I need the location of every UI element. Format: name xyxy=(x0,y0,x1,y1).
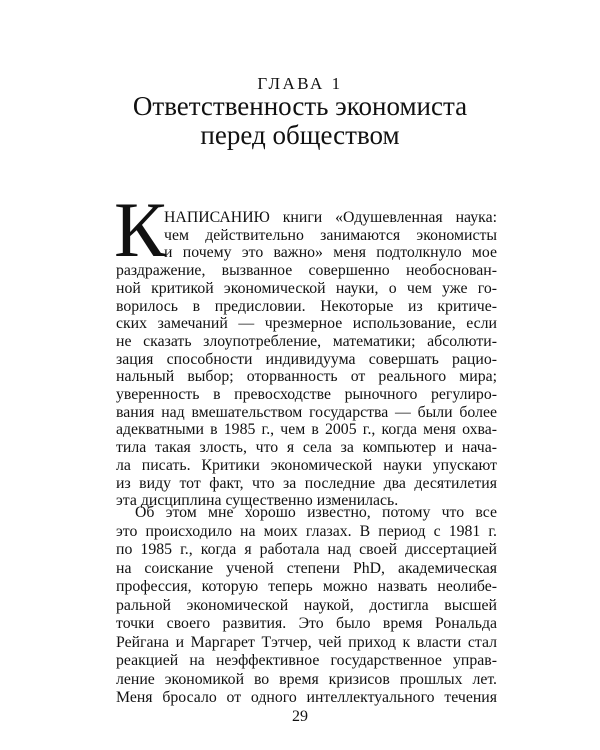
text-line: Рейгана и Маргарет Тэтчер, чей приход к власти стал xyxy=(116,633,497,651)
text-line: Меня бросало от одного интеллектуального течения xyxy=(116,689,497,706)
text-line: чем действительно занимаются экономисты xyxy=(164,226,497,244)
chapter-title-line-2: перед обществом xyxy=(200,120,400,150)
text-line: ной критикой экономической науки, о чем уже го- xyxy=(116,279,497,297)
text-line: не сказать злоупотребление, математики; абсолюти- xyxy=(116,332,497,350)
text-line: нальный выбор; оторванность от реального мира; xyxy=(116,368,497,386)
text-line: зация способности индивидуума совершать рацио- xyxy=(116,350,497,368)
chapter-label: ГЛАВА 1 xyxy=(257,74,343,93)
text-line: уверенность в превосходстве рыночного регулиро- xyxy=(116,386,497,403)
text-line: раздражение, вызванное совершенно необоснован- xyxy=(116,262,497,280)
text-line: ральной экономической наукой, достигла высшей xyxy=(116,596,497,614)
text-line: Об этом мне хорошо известно, потому что все xyxy=(135,504,497,521)
text-line: профессия, которую теперь можно назвать неолибе- xyxy=(116,578,497,595)
text-line: эта дисциплина существенно изменилась. xyxy=(116,492,399,510)
text-line: ворилось в предисловии. Некоторые из критиче- xyxy=(116,297,497,315)
text-line: НАПИСАНИЮ книги «Одушевленная наука: xyxy=(164,209,497,226)
text-line: по 1985 г., когда я работала над своей диссертацией xyxy=(116,541,497,558)
text-line: на соискание ученой степени PhD, академическая xyxy=(116,559,497,577)
drop-cap: К xyxy=(114,186,167,273)
page-number: 29 xyxy=(292,708,308,725)
text-line: вания над вмешательством государства — были более xyxy=(116,403,497,421)
text-line: и почему это важно» меня подтолкнуло мое xyxy=(164,244,497,262)
text-line: из виду тот факт, что за последние два десятилетия xyxy=(116,474,497,492)
text-line: ла писать. Критики экономической науки упускают xyxy=(116,456,497,474)
text-line: тила такая злость, что я села за компьютер и нача- xyxy=(116,439,497,457)
chapter-title-line-1: Ответственность экономиста xyxy=(132,91,468,121)
text-line: точки своего развития. Это было время Рональда xyxy=(116,615,497,632)
text-line: ление экономикой во время кризисов прошлых лет. xyxy=(116,670,497,688)
text-line: реакцией на неэффективное государственное управ- xyxy=(116,652,497,669)
text-line: адекватными в 1985 г., чем в 2005 г., когда меня охва- xyxy=(116,421,497,439)
text-line: ских замечаний — чрезмерное использование, если xyxy=(116,315,497,333)
text-line: это происходило на моих глазах. В период с 1981 г. xyxy=(116,522,497,540)
